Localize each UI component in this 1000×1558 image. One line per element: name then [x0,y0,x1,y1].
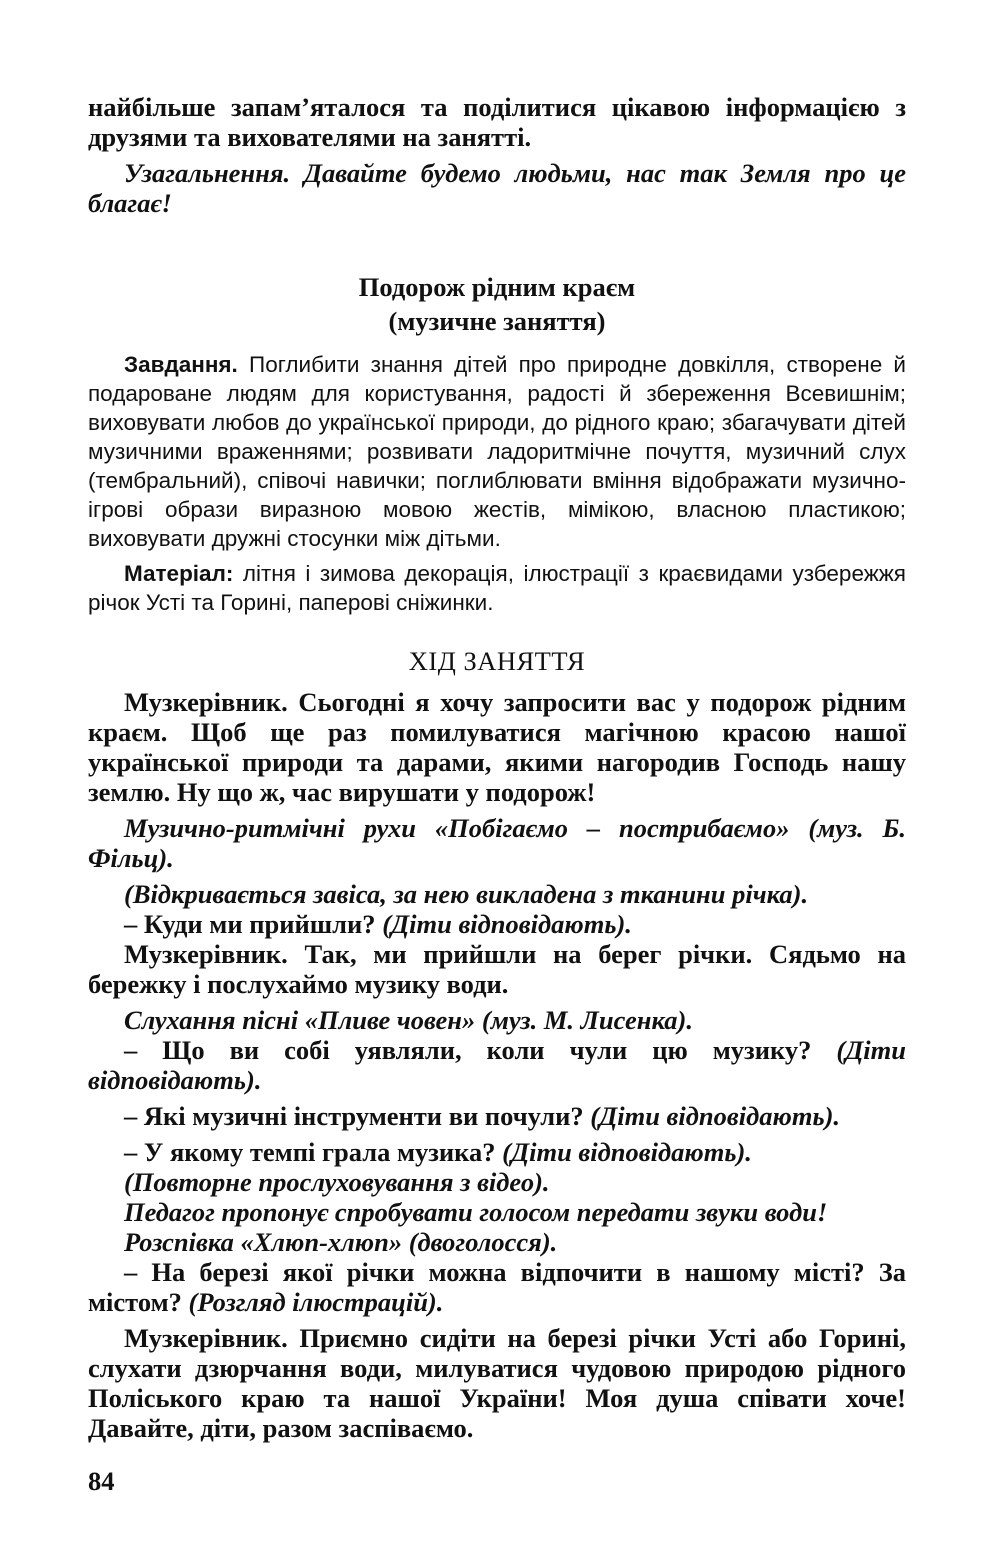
task-label: Завдання. [124,352,238,377]
stage-note: (Діти відповідають). [502,1137,752,1167]
material-label: Матеріал: [124,561,234,586]
course-paragraph-5 [88,939,906,999]
course-paragraph-12: Розспівка «Хлюп-хлюп» (двоголосся). [124,1227,558,1257]
question-text: – Які музичні інструменти ви почули? [124,1101,584,1131]
page-number: 84 [88,1466,115,1496]
course-paragraph-7 [88,1035,906,1095]
question-text: – У якому темпі грала музика? [124,1137,496,1167]
stage-note: (Діти відповідають). [88,1035,907,1095]
question-text: – На березі якої річки можна відпочити в нашому місті? За містом? [88,1257,906,1317]
question-text: – Куди ми прийшли? [124,909,376,939]
speaker-text: Так, ми прийшли на берег річки. Сядьмо на бережку і послухаймо музику води. [88,939,907,999]
speaker-label: Музкерівник. [124,1323,288,1353]
course-paragraph-13 [88,1257,906,1317]
stage-note: (Діти відповідають). [382,909,632,939]
task-text: Поглибити знання дітей про природне довкілля, створене й подароване людям для користування, радості й збереження Всевишнім; виховувати любов до української природи, до рідного краю; збагачувати дітей музичними враженнями; розвивати ладоритмічне почуття, музичний слух (тембральний), співочі навички; поглиблювати вміння відображати музично-ігрові образи виразною мовою жестів, мімікою, власною пластикою; виховувати дружні стосунки між дітьми. [88,352,906,551]
course-paragraph-9 [88,1137,906,1167]
lesson-title: Подорож рідним краєм [358,272,636,302]
page-content [88,92,906,1443]
stage-note: (Діти відповідають). [590,1101,841,1131]
course-paragraph-11: Педагог пропонує спробувати голосом передати звуки води! [124,1197,828,1227]
course-paragraph-14 [88,1323,906,1443]
course-paragraph-4 [88,909,906,939]
speaker-label: Музкерівник. [124,687,288,717]
speaker-label: Музкерівник. [124,939,288,969]
course-paragraph-8 [88,1101,906,1131]
course-paragraph-6: Слухання пісні «Пливе човен» (муз. М. Лисенка). [124,1005,693,1035]
speaker-text: Приємно сидіти на березі річки Усті або Горині, слухати дзюрчання води, милуватися чудовою природою рідного Поліського краю та нашої України! Моя душа співати хоче! Давайте, діти, разом заспіваємо. [88,1323,906,1443]
course-paragraph-2: Музично-ритмічні рухи «Побігаємо – пострибаємо» (муз. Б. Фільц). [88,813,906,873]
question-text: – Що ви собі уявляли, коли чули цю музику? [124,1035,812,1065]
generalization-paragraph: Узагальнення. Давайте будемо людьми, нас так Земля про це благає! [88,158,906,218]
material-text: літня і зимова декорація, ілюстрації з краєвидами узбережжя річок Усті та Горині, паперові сніжинки. [88,561,906,615]
speaker-text: Сьогодні я хочу запросити вас у подорож рідним краєм. Щоб ще раз помилуватися магічною красою нашої української природи та дарами, якими нагородив Господь нашу землю. Ну що ж, час вирушати у подорож! [88,687,906,807]
stage-note: (Розгляд ілюстрацій). [188,1287,444,1317]
intro-paragraph: найбільше запам’яталося та поділитися цікавою інформацією з друзями та вихователями на занятті. [88,92,906,152]
material-paragraph [88,559,906,617]
task-paragraph [88,350,906,553]
lesson-subtitle: (музичне заняття) [388,306,606,336]
course-paragraph-1 [88,687,906,807]
course-heading: ХІД ЗАНЯТТЯ [408,646,586,676]
course-paragraph-10: (Повторне прослуховування з відео). [124,1167,550,1197]
course-paragraph-3: (Відкривається завіса, за нею викладена з тканини річка). [124,879,809,909]
